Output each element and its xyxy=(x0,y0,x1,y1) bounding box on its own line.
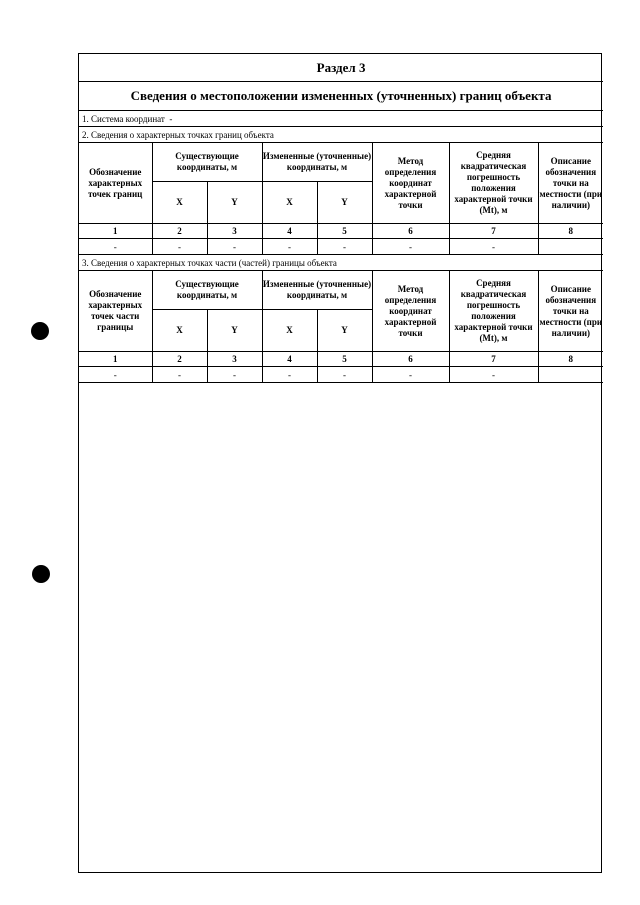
table1-col-number: 6 xyxy=(372,224,449,239)
table1-header-changed-y: Y xyxy=(317,182,372,224)
table2-col-number: 7 xyxy=(449,352,538,367)
table2-header-error: Средняя квадратическая погрешность положения характерной точки (Mt), м xyxy=(449,271,538,352)
table2-cell: - xyxy=(79,367,152,383)
table2-col-number: 5 xyxy=(317,352,372,367)
table2-cell: - xyxy=(152,367,207,383)
table1-cell: - xyxy=(262,239,317,255)
table1-cell: - xyxy=(372,239,449,255)
table2-header-changed: Измененные (уточненные) координаты, м xyxy=(262,271,372,310)
table2-col-number: 4 xyxy=(262,352,317,367)
table2-cell: - xyxy=(372,367,449,383)
table1-col-number: 1 xyxy=(79,224,152,239)
table1-header-method: Метод определения координат характерной точки xyxy=(372,143,449,224)
table2-header-method: Метод определения координат характерной точки xyxy=(372,271,449,352)
table1-header-description: Описание обозначения точки на местности (при наличии) xyxy=(538,143,603,224)
table1-row xyxy=(79,239,603,255)
table1-col-number: 5 xyxy=(317,224,372,239)
table1-header-designation: Обозначение характерных точек границ xyxy=(79,143,152,224)
table1-cell xyxy=(538,239,603,255)
table1-col-number: 3 xyxy=(207,224,262,239)
table2-header-existing: Существующие координаты, м xyxy=(152,271,262,310)
table2-header-description: Описание обозначения точки на местности (при наличии) xyxy=(538,271,603,352)
coordinate-system-value: - xyxy=(169,113,173,124)
table1-cell: - xyxy=(449,239,538,255)
table2-cell: - xyxy=(207,367,262,383)
section-frame xyxy=(78,53,602,873)
section-table xyxy=(79,54,603,383)
table1-col-number: 4 xyxy=(262,224,317,239)
table2-header-changed-x: X xyxy=(262,310,317,352)
punch-hole-bottom xyxy=(32,565,50,583)
table1-cell: - xyxy=(207,239,262,255)
table1-cell: - xyxy=(79,239,152,255)
table1-col-number: 7 xyxy=(449,224,538,239)
table2-caption: 3. Сведения о характерных точках части (частей) границы объекта xyxy=(79,255,603,271)
section-title: Раздел 3 xyxy=(79,54,603,82)
table2-col-number: 3 xyxy=(207,352,262,367)
table1-header-changed: Измененные (уточненные) координаты, м xyxy=(262,143,372,182)
table2-col-number: 1 xyxy=(79,352,152,367)
table1-header-changed-x: X xyxy=(262,182,317,224)
table1-col-number: 8 xyxy=(538,224,603,239)
punch-hole-top xyxy=(31,322,49,340)
section-subtitle: Сведения о местоположении измененных (уточненных) границ объекта xyxy=(79,82,603,111)
coordinate-system-row xyxy=(79,111,603,127)
table2-cell: - xyxy=(262,367,317,383)
table1-cell: - xyxy=(152,239,207,255)
table2-header-existing-x: X xyxy=(152,310,207,352)
table1-numbers-row xyxy=(79,224,603,239)
table1-header-existing-x: X xyxy=(152,182,207,224)
table1-header-error: Средняя квадратическая погрешность положения характерной точки (Mt), м xyxy=(449,143,538,224)
table1-col-number: 2 xyxy=(152,224,207,239)
table1-caption: 2. Сведения о характерных точках границ объекта xyxy=(79,127,603,143)
table2-row xyxy=(79,367,603,383)
table2-numbers-row xyxy=(79,352,603,367)
coordinate-system-label: 1. Система координат xyxy=(82,113,165,124)
table2-col-number: 2 xyxy=(152,352,207,367)
table2-header-designation: Обозначение характерных точек части границы xyxy=(79,271,152,352)
table2-cell: - xyxy=(449,367,538,383)
table1-cell: - xyxy=(317,239,372,255)
table2-col-number: 6 xyxy=(372,352,449,367)
table1-header-existing-y: Y xyxy=(207,182,262,224)
table1-header-existing: Существующие координаты, м xyxy=(152,143,262,182)
table2-header-changed-y: Y xyxy=(317,310,372,352)
table2-header-existing-y: Y xyxy=(207,310,262,352)
table2-cell xyxy=(538,367,603,383)
table2-col-number: 8 xyxy=(538,352,603,367)
table2-cell: - xyxy=(317,367,372,383)
